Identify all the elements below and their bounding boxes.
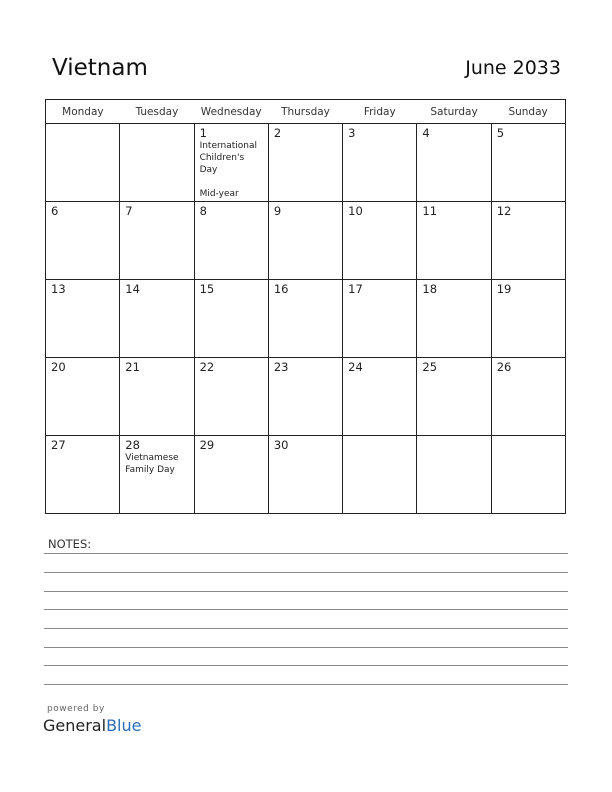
day-cell-empty: [343, 436, 417, 514]
day-cell-2: [268, 124, 342, 202]
note-line: [44, 665, 568, 666]
holiday-label: Children's: [199, 153, 245, 163]
day-cell-15: [194, 280, 268, 358]
day-cell-16: [268, 280, 342, 358]
day-cell-30: [268, 436, 342, 514]
day-number: 22: [199, 360, 215, 374]
day-cell-23: [268, 358, 342, 436]
day-number: 7: [125, 204, 133, 218]
day-cell-19: [491, 280, 565, 358]
day-number: 17: [348, 282, 363, 296]
weekday-saturday: Saturday: [417, 100, 491, 124]
day-cell-empty: [46, 124, 120, 202]
day-cell-8: [194, 202, 268, 280]
day-number: 28: [125, 438, 140, 452]
generalblue-logo[interactable]: [43, 716, 141, 735]
weekday-tuesday: Tuesday: [120, 100, 194, 124]
calendar-grid: [45, 99, 566, 514]
day-number: 25: [422, 360, 438, 374]
day-number: 19: [496, 282, 512, 296]
day-number: 16: [273, 282, 289, 296]
day-number: 2: [273, 126, 282, 140]
note-line: [44, 628, 568, 629]
note-line: [44, 591, 568, 592]
day-number: 6: [51, 204, 59, 218]
logo-blue: Blue: [106, 716, 142, 735]
holiday-label: Family Day: [125, 465, 175, 475]
day-cell-3: [343, 124, 417, 202]
week-row: [46, 436, 566, 514]
week-row: [46, 202, 566, 280]
holiday-label: Mid-year: [199, 189, 239, 199]
day-number: 4: [422, 126, 430, 140]
note-line: [44, 572, 568, 573]
day-number: 18: [422, 282, 438, 296]
day-number: 30: [273, 438, 289, 452]
day-cell-14: [120, 280, 194, 358]
weekday-thursday: Thursday: [268, 100, 342, 124]
day-number: 12: [496, 204, 512, 218]
day-cell-25: [417, 358, 491, 436]
day-number: 24: [348, 360, 363, 374]
note-line: [44, 609, 568, 610]
day-number: 15: [199, 282, 215, 296]
day-cell-12: [491, 202, 565, 280]
day-number: 5: [496, 126, 505, 140]
notes-label: NOTES:: [48, 537, 92, 551]
day-number: 27: [51, 438, 66, 452]
day-number: 11: [422, 204, 438, 218]
day-cell-7: [120, 202, 194, 280]
day-number: 9: [273, 204, 282, 218]
day-cell-10: [343, 202, 417, 280]
day-cell-empty: [491, 436, 565, 514]
day-number: 3: [348, 126, 356, 140]
day-cell-9: [268, 202, 342, 280]
weekday-header-row: [46, 100, 566, 124]
logo-general: General: [43, 716, 107, 735]
week-row: [46, 358, 566, 436]
holiday-label: Vietnamese: [125, 453, 179, 463]
day-number: 21: [125, 360, 140, 374]
day-cell-11: [417, 202, 491, 280]
weekday-wednesday: Wednesday: [194, 100, 268, 124]
week-row: [46, 280, 566, 358]
holiday-label: Day: [199, 165, 218, 175]
day-cell-22: [194, 358, 268, 436]
day-number: 26: [496, 360, 512, 374]
spacer: [200, 176, 268, 188]
day-number: 10: [348, 204, 363, 218]
day-number: 13: [51, 282, 66, 296]
day-number: 23: [273, 360, 289, 374]
note-line: [44, 647, 568, 648]
weekday-sunday: Sunday: [491, 100, 565, 124]
powered-by-text: powered by: [47, 704, 105, 714]
day-cell-5: [491, 124, 565, 202]
day-cell-29: [194, 436, 268, 514]
weekday-monday: Monday: [46, 100, 120, 124]
day-number: 8: [199, 204, 207, 218]
day-cell-27: [46, 436, 120, 514]
note-line: [44, 553, 568, 554]
day-cell-empty: [417, 436, 491, 514]
day-cell-6: [46, 202, 120, 280]
day-cell-26: [491, 358, 565, 436]
day-number: 1: [199, 126, 207, 140]
day-cell-4: [417, 124, 491, 202]
day-number: 29: [199, 438, 215, 452]
day-number: 20: [51, 360, 66, 374]
weekday-friday: Friday: [343, 100, 417, 124]
country-title: Vietnam: [52, 55, 148, 81]
day-cell-1: [194, 124, 268, 202]
holiday-label: International: [199, 141, 258, 151]
note-line: [44, 684, 568, 685]
day-number: 14: [125, 282, 140, 296]
day-cell-20: [46, 358, 120, 436]
day-cell-empty: [120, 124, 194, 202]
day-cell-28: [120, 436, 194, 514]
month-title: June 2033: [465, 57, 561, 79]
day-cell-24: [343, 358, 417, 436]
day-cell-18: [417, 280, 491, 358]
day-cell-13: [46, 280, 120, 358]
day-cell-21: [120, 358, 194, 436]
day-cell-17: [343, 280, 417, 358]
week-row: [46, 124, 566, 202]
